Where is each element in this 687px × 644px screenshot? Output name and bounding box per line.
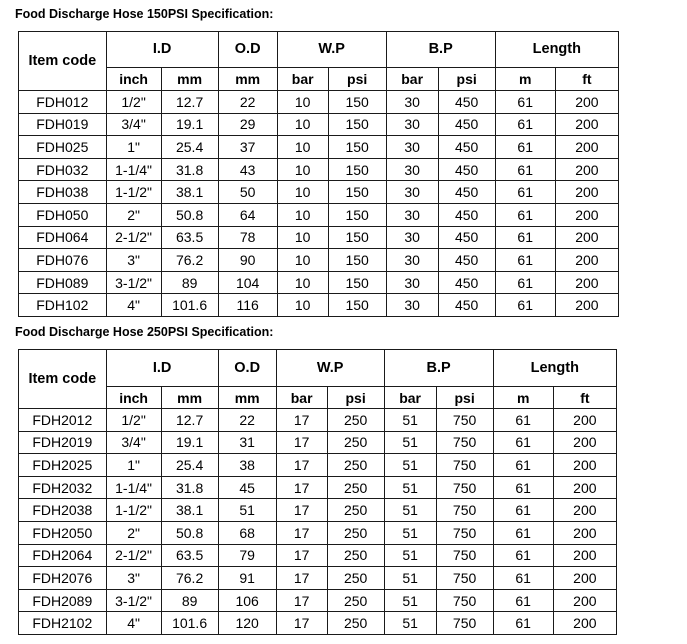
- cell-id-mm: 19.1: [161, 113, 218, 136]
- subheader-bp-psi: psi: [436, 387, 493, 409]
- header-wp: W.P: [277, 32, 386, 68]
- cell-id-mm: 25.4: [161, 136, 218, 159]
- table-row: [19, 249, 619, 272]
- cell-wp-psi: 250: [327, 612, 384, 635]
- subheader-length-ft: ft: [555, 68, 618, 91]
- header-od: O.D: [218, 32, 277, 68]
- cell-length-ft: 200: [553, 454, 616, 477]
- cell-od-mm: 104: [218, 271, 277, 294]
- cell-length-ft: 200: [555, 249, 618, 272]
- subheader-length-m: m: [493, 387, 553, 409]
- cell-od-mm: 120: [218, 612, 276, 635]
- subheader-length-ft: ft: [553, 387, 616, 409]
- cell-item-code: FDH089: [19, 271, 107, 294]
- cell-od-mm: 22: [218, 91, 277, 114]
- cell-id-inch: 1-1/4": [106, 476, 161, 499]
- cell-id-mm: 31.8: [161, 158, 218, 181]
- cell-length-ft: 200: [555, 294, 618, 317]
- cell-wp-bar: 10: [277, 294, 328, 317]
- cell-wp-bar: 10: [277, 249, 328, 272]
- cell-id-inch: 1": [106, 136, 161, 159]
- subheader-wp-bar: bar: [276, 387, 327, 409]
- cell-od-mm: 91: [218, 567, 276, 590]
- subheader-od-mm: mm: [218, 387, 276, 409]
- cell-bp-psi: 450: [438, 158, 495, 181]
- cell-bp-bar: 51: [384, 499, 436, 522]
- cell-length-ft: 200: [553, 409, 616, 432]
- cell-id-mm: 38.1: [161, 499, 218, 522]
- cell-item-code: FDH019: [19, 113, 107, 136]
- spec-table-250psi: [18, 349, 617, 635]
- cell-length-m: 61: [495, 226, 555, 249]
- cell-bp-psi: 450: [438, 136, 495, 159]
- cell-bp-psi: 450: [438, 203, 495, 226]
- cell-wp-psi: 150: [328, 158, 386, 181]
- header-id: I.D: [106, 350, 218, 387]
- subheader-od-mm: mm: [218, 68, 277, 91]
- subheader-id-inch: inch: [106, 387, 161, 409]
- cell-length-m: 61: [493, 612, 553, 635]
- cell-wp-bar: 17: [276, 521, 327, 544]
- table-row: [19, 294, 619, 317]
- cell-item-code: FDH2032: [19, 476, 107, 499]
- cell-id-mm: 50.8: [161, 203, 218, 226]
- cell-wp-bar: 10: [277, 136, 328, 159]
- cell-wp-bar: 17: [276, 476, 327, 499]
- cell-wp-bar: 17: [276, 409, 327, 432]
- cell-length-m: 61: [495, 91, 555, 114]
- cell-length-ft: 200: [555, 226, 618, 249]
- cell-id-inch: 1-1/2": [106, 181, 161, 204]
- cell-bp-bar: 51: [384, 431, 436, 454]
- cell-od-mm: 51: [218, 499, 276, 522]
- cell-item-code: FDH032: [19, 158, 107, 181]
- cell-wp-bar: 17: [276, 612, 327, 635]
- cell-wp-psi: 250: [327, 476, 384, 499]
- cell-bp-bar: 51: [384, 612, 436, 635]
- header-length: Length: [493, 350, 616, 387]
- cell-wp-psi: 150: [328, 91, 386, 114]
- cell-id-inch: 2": [106, 521, 161, 544]
- cell-length-m: 61: [493, 544, 553, 567]
- cell-od-mm: 43: [218, 158, 277, 181]
- cell-bp-psi: 750: [436, 544, 493, 567]
- cell-item-code: FDH012: [19, 91, 107, 114]
- cell-item-code: FDH025: [19, 136, 107, 159]
- cell-item-code: FDH076: [19, 249, 107, 272]
- cell-wp-bar: 17: [276, 431, 327, 454]
- cell-bp-bar: 30: [386, 158, 438, 181]
- cell-length-m: 61: [493, 409, 553, 432]
- cell-bp-bar: 51: [384, 544, 436, 567]
- cell-od-mm: 22: [218, 409, 276, 432]
- cell-bp-bar: 30: [386, 136, 438, 159]
- cell-id-inch: 1/2": [106, 409, 161, 432]
- cell-wp-bar: 17: [276, 454, 327, 477]
- cell-wp-psi: 150: [328, 226, 386, 249]
- table-row: [19, 409, 617, 432]
- cell-bp-psi: 450: [438, 226, 495, 249]
- cell-item-code: FDH2064: [19, 544, 107, 567]
- cell-bp-bar: 30: [386, 113, 438, 136]
- cell-od-mm: 90: [218, 249, 277, 272]
- table-row: [19, 226, 619, 249]
- subheader-id-inch: inch: [106, 68, 161, 91]
- cell-id-mm: 76.2: [161, 249, 218, 272]
- cell-wp-psi: 250: [327, 454, 384, 477]
- cell-length-ft: 200: [553, 476, 616, 499]
- subheader-wp-psi: psi: [328, 68, 386, 91]
- cell-bp-psi: 450: [438, 181, 495, 204]
- cell-length-ft: 200: [555, 113, 618, 136]
- cell-bp-psi: 450: [438, 271, 495, 294]
- cell-bp-psi: 450: [438, 294, 495, 317]
- cell-id-mm: 12.7: [161, 91, 218, 114]
- cell-item-code: FDH2089: [19, 589, 107, 612]
- cell-bp-bar: 51: [384, 454, 436, 477]
- subheader-bp-psi: psi: [438, 68, 495, 91]
- cell-id-mm: 50.8: [161, 521, 218, 544]
- cell-bp-bar: 30: [386, 181, 438, 204]
- cell-length-m: 61: [493, 431, 553, 454]
- cell-bp-bar: 30: [386, 226, 438, 249]
- cell-item-code: FDH050: [19, 203, 107, 226]
- table-row: [19, 589, 617, 612]
- cell-id-inch: 1/2": [106, 91, 161, 114]
- header-item-code: Item code: [19, 32, 107, 91]
- cell-wp-psi: 250: [327, 409, 384, 432]
- cell-bp-bar: 30: [386, 271, 438, 294]
- cell-length-m: 61: [495, 113, 555, 136]
- cell-length-m: 61: [495, 158, 555, 181]
- cell-bp-psi: 450: [438, 249, 495, 272]
- cell-od-mm: 29: [218, 113, 277, 136]
- cell-id-inch: 1-1/2": [106, 499, 161, 522]
- cell-id-mm: 12.7: [161, 409, 218, 432]
- table-title: Food Discharge Hose 250PSI Specification:: [15, 325, 274, 339]
- cell-id-mm: 19.1: [161, 431, 218, 454]
- cell-id-inch: 4": [106, 294, 161, 317]
- cell-bp-psi: 750: [436, 612, 493, 635]
- cell-length-m: 61: [495, 249, 555, 272]
- cell-bp-psi: 750: [436, 499, 493, 522]
- cell-id-mm: 101.6: [161, 294, 218, 317]
- cell-od-mm: 50: [218, 181, 277, 204]
- cell-item-code: FDH064: [19, 226, 107, 249]
- cell-length-ft: 200: [555, 181, 618, 204]
- table-row: [19, 136, 619, 159]
- table-row: [19, 499, 617, 522]
- cell-bp-bar: 30: [386, 91, 438, 114]
- cell-bp-bar: 51: [384, 521, 436, 544]
- cell-length-ft: 200: [555, 136, 618, 159]
- cell-id-inch: 3": [106, 249, 161, 272]
- table-row: [19, 612, 617, 635]
- cell-length-m: 61: [493, 521, 553, 544]
- table-title: Food Discharge Hose 150PSI Specification:: [15, 7, 274, 21]
- cell-bp-bar: 30: [386, 294, 438, 317]
- cell-item-code: FDH2102: [19, 612, 107, 635]
- cell-wp-bar: 10: [277, 203, 328, 226]
- cell-id-mm: 89: [161, 589, 218, 612]
- cell-id-mm: 89: [161, 271, 218, 294]
- cell-wp-psi: 150: [328, 271, 386, 294]
- cell-id-inch: 4": [106, 612, 161, 635]
- cell-wp-psi: 150: [328, 203, 386, 226]
- cell-id-inch: 3": [106, 567, 161, 590]
- table-row: [19, 567, 617, 590]
- cell-wp-psi: 150: [328, 294, 386, 317]
- cell-length-m: 61: [493, 567, 553, 590]
- cell-wp-bar: 10: [277, 113, 328, 136]
- cell-item-code: FDH102: [19, 294, 107, 317]
- cell-wp-psi: 150: [328, 249, 386, 272]
- cell-id-inch: 2-1/2": [106, 226, 161, 249]
- cell-id-mm: 76.2: [161, 567, 218, 590]
- cell-item-code: FDH2038: [19, 499, 107, 522]
- cell-item-code: FDH038: [19, 181, 107, 204]
- cell-length-m: 61: [493, 454, 553, 477]
- table-row: [19, 158, 619, 181]
- cell-length-m: 61: [495, 136, 555, 159]
- table-row: [19, 271, 619, 294]
- cell-id-mm: 25.4: [161, 454, 218, 477]
- cell-wp-psi: 250: [327, 544, 384, 567]
- header-item-code: Item code: [19, 350, 107, 409]
- cell-bp-bar: 51: [384, 567, 436, 590]
- cell-wp-bar: 10: [277, 181, 328, 204]
- cell-bp-bar: 30: [386, 249, 438, 272]
- cell-length-ft: 200: [555, 158, 618, 181]
- cell-length-m: 61: [495, 181, 555, 204]
- cell-id-inch: 3-1/2": [106, 589, 161, 612]
- cell-item-code: FDH2050: [19, 521, 107, 544]
- cell-od-mm: 116: [218, 294, 277, 317]
- cell-length-m: 61: [495, 294, 555, 317]
- cell-od-mm: 37: [218, 136, 277, 159]
- table-row: [19, 431, 617, 454]
- table-row: [19, 113, 619, 136]
- cell-wp-bar: 17: [276, 499, 327, 522]
- cell-od-mm: 78: [218, 226, 277, 249]
- cell-wp-bar: 10: [277, 271, 328, 294]
- cell-id-inch: 3/4": [106, 113, 161, 136]
- cell-wp-bar: 17: [276, 589, 327, 612]
- header-bp: B.P: [384, 350, 493, 387]
- cell-id-mm: 38.1: [161, 181, 218, 204]
- subheader-wp-psi: psi: [327, 387, 384, 409]
- cell-length-ft: 200: [553, 431, 616, 454]
- cell-length-m: 61: [493, 476, 553, 499]
- cell-wp-psi: 150: [328, 181, 386, 204]
- cell-wp-psi: 250: [327, 521, 384, 544]
- cell-wp-bar: 17: [276, 544, 327, 567]
- cell-id-inch: 3/4": [106, 431, 161, 454]
- table-row: [19, 181, 619, 204]
- header-wp: W.P: [276, 350, 384, 387]
- cell-bp-psi: 750: [436, 521, 493, 544]
- cell-od-mm: 38: [218, 454, 276, 477]
- cell-length-m: 61: [493, 499, 553, 522]
- cell-bp-psi: 450: [438, 113, 495, 136]
- cell-id-inch: 1-1/4": [106, 158, 161, 181]
- cell-wp-psi: 150: [328, 136, 386, 159]
- cell-od-mm: 31: [218, 431, 276, 454]
- cell-bp-psi: 750: [436, 454, 493, 477]
- cell-length-ft: 200: [553, 567, 616, 590]
- cell-wp-psi: 250: [327, 431, 384, 454]
- spec-table-150psi: [18, 31, 619, 317]
- cell-id-inch: 2-1/2": [106, 544, 161, 567]
- cell-length-ft: 200: [553, 499, 616, 522]
- cell-id-inch: 3-1/2": [106, 271, 161, 294]
- cell-bp-psi: 750: [436, 589, 493, 612]
- cell-id-inch: 1": [106, 454, 161, 477]
- cell-id-inch: 2": [106, 203, 161, 226]
- cell-wp-psi: 250: [327, 499, 384, 522]
- cell-length-ft: 200: [553, 521, 616, 544]
- cell-item-code: FDH2076: [19, 567, 107, 590]
- cell-bp-bar: 51: [384, 476, 436, 499]
- cell-length-ft: 200: [553, 544, 616, 567]
- subheader-bp-bar: bar: [386, 68, 438, 91]
- cell-length-ft: 200: [555, 203, 618, 226]
- cell-bp-psi: 450: [438, 91, 495, 114]
- cell-od-mm: 106: [218, 589, 276, 612]
- cell-bp-bar: 51: [384, 409, 436, 432]
- cell-item-code: FDH2025: [19, 454, 107, 477]
- header-length: Length: [495, 32, 618, 68]
- cell-bp-psi: 750: [436, 431, 493, 454]
- cell-length-m: 61: [495, 203, 555, 226]
- subheader-id-mm: mm: [161, 387, 218, 409]
- table-row: [19, 521, 617, 544]
- cell-id-mm: 63.5: [161, 544, 218, 567]
- cell-bp-psi: 750: [436, 409, 493, 432]
- subheader-id-mm: mm: [161, 68, 218, 91]
- header-od: O.D: [218, 350, 276, 387]
- cell-id-mm: 63.5: [161, 226, 218, 249]
- cell-length-ft: 200: [553, 612, 616, 635]
- cell-od-mm: 68: [218, 521, 276, 544]
- table-row: [19, 203, 619, 226]
- cell-od-mm: 79: [218, 544, 276, 567]
- cell-wp-bar: 17: [276, 567, 327, 590]
- table-row: [19, 476, 617, 499]
- cell-length-m: 61: [495, 271, 555, 294]
- cell-length-ft: 200: [555, 91, 618, 114]
- cell-od-mm: 45: [218, 476, 276, 499]
- cell-bp-bar: 51: [384, 589, 436, 612]
- table-row: [19, 91, 619, 114]
- cell-bp-bar: 30: [386, 203, 438, 226]
- table-row: [19, 544, 617, 567]
- subheader-length-m: m: [495, 68, 555, 91]
- cell-length-ft: 200: [555, 271, 618, 294]
- cell-item-code: FDH2012: [19, 409, 107, 432]
- cell-bp-psi: 750: [436, 476, 493, 499]
- cell-od-mm: 64: [218, 203, 277, 226]
- subheader-wp-bar: bar: [277, 68, 328, 91]
- subheader-bp-bar: bar: [384, 387, 436, 409]
- cell-length-ft: 200: [553, 589, 616, 612]
- cell-length-m: 61: [493, 589, 553, 612]
- cell-wp-psi: 250: [327, 567, 384, 590]
- cell-wp-psi: 250: [327, 589, 384, 612]
- cell-bp-psi: 750: [436, 567, 493, 590]
- table-row: [19, 454, 617, 477]
- header-id: I.D: [106, 32, 218, 68]
- cell-id-mm: 101.6: [161, 612, 218, 635]
- cell-wp-psi: 150: [328, 113, 386, 136]
- cell-wp-bar: 10: [277, 158, 328, 181]
- header-bp: B.P: [386, 32, 495, 68]
- cell-id-mm: 31.8: [161, 476, 218, 499]
- cell-wp-bar: 10: [277, 226, 328, 249]
- cell-item-code: FDH2019: [19, 431, 107, 454]
- cell-wp-bar: 10: [277, 91, 328, 114]
